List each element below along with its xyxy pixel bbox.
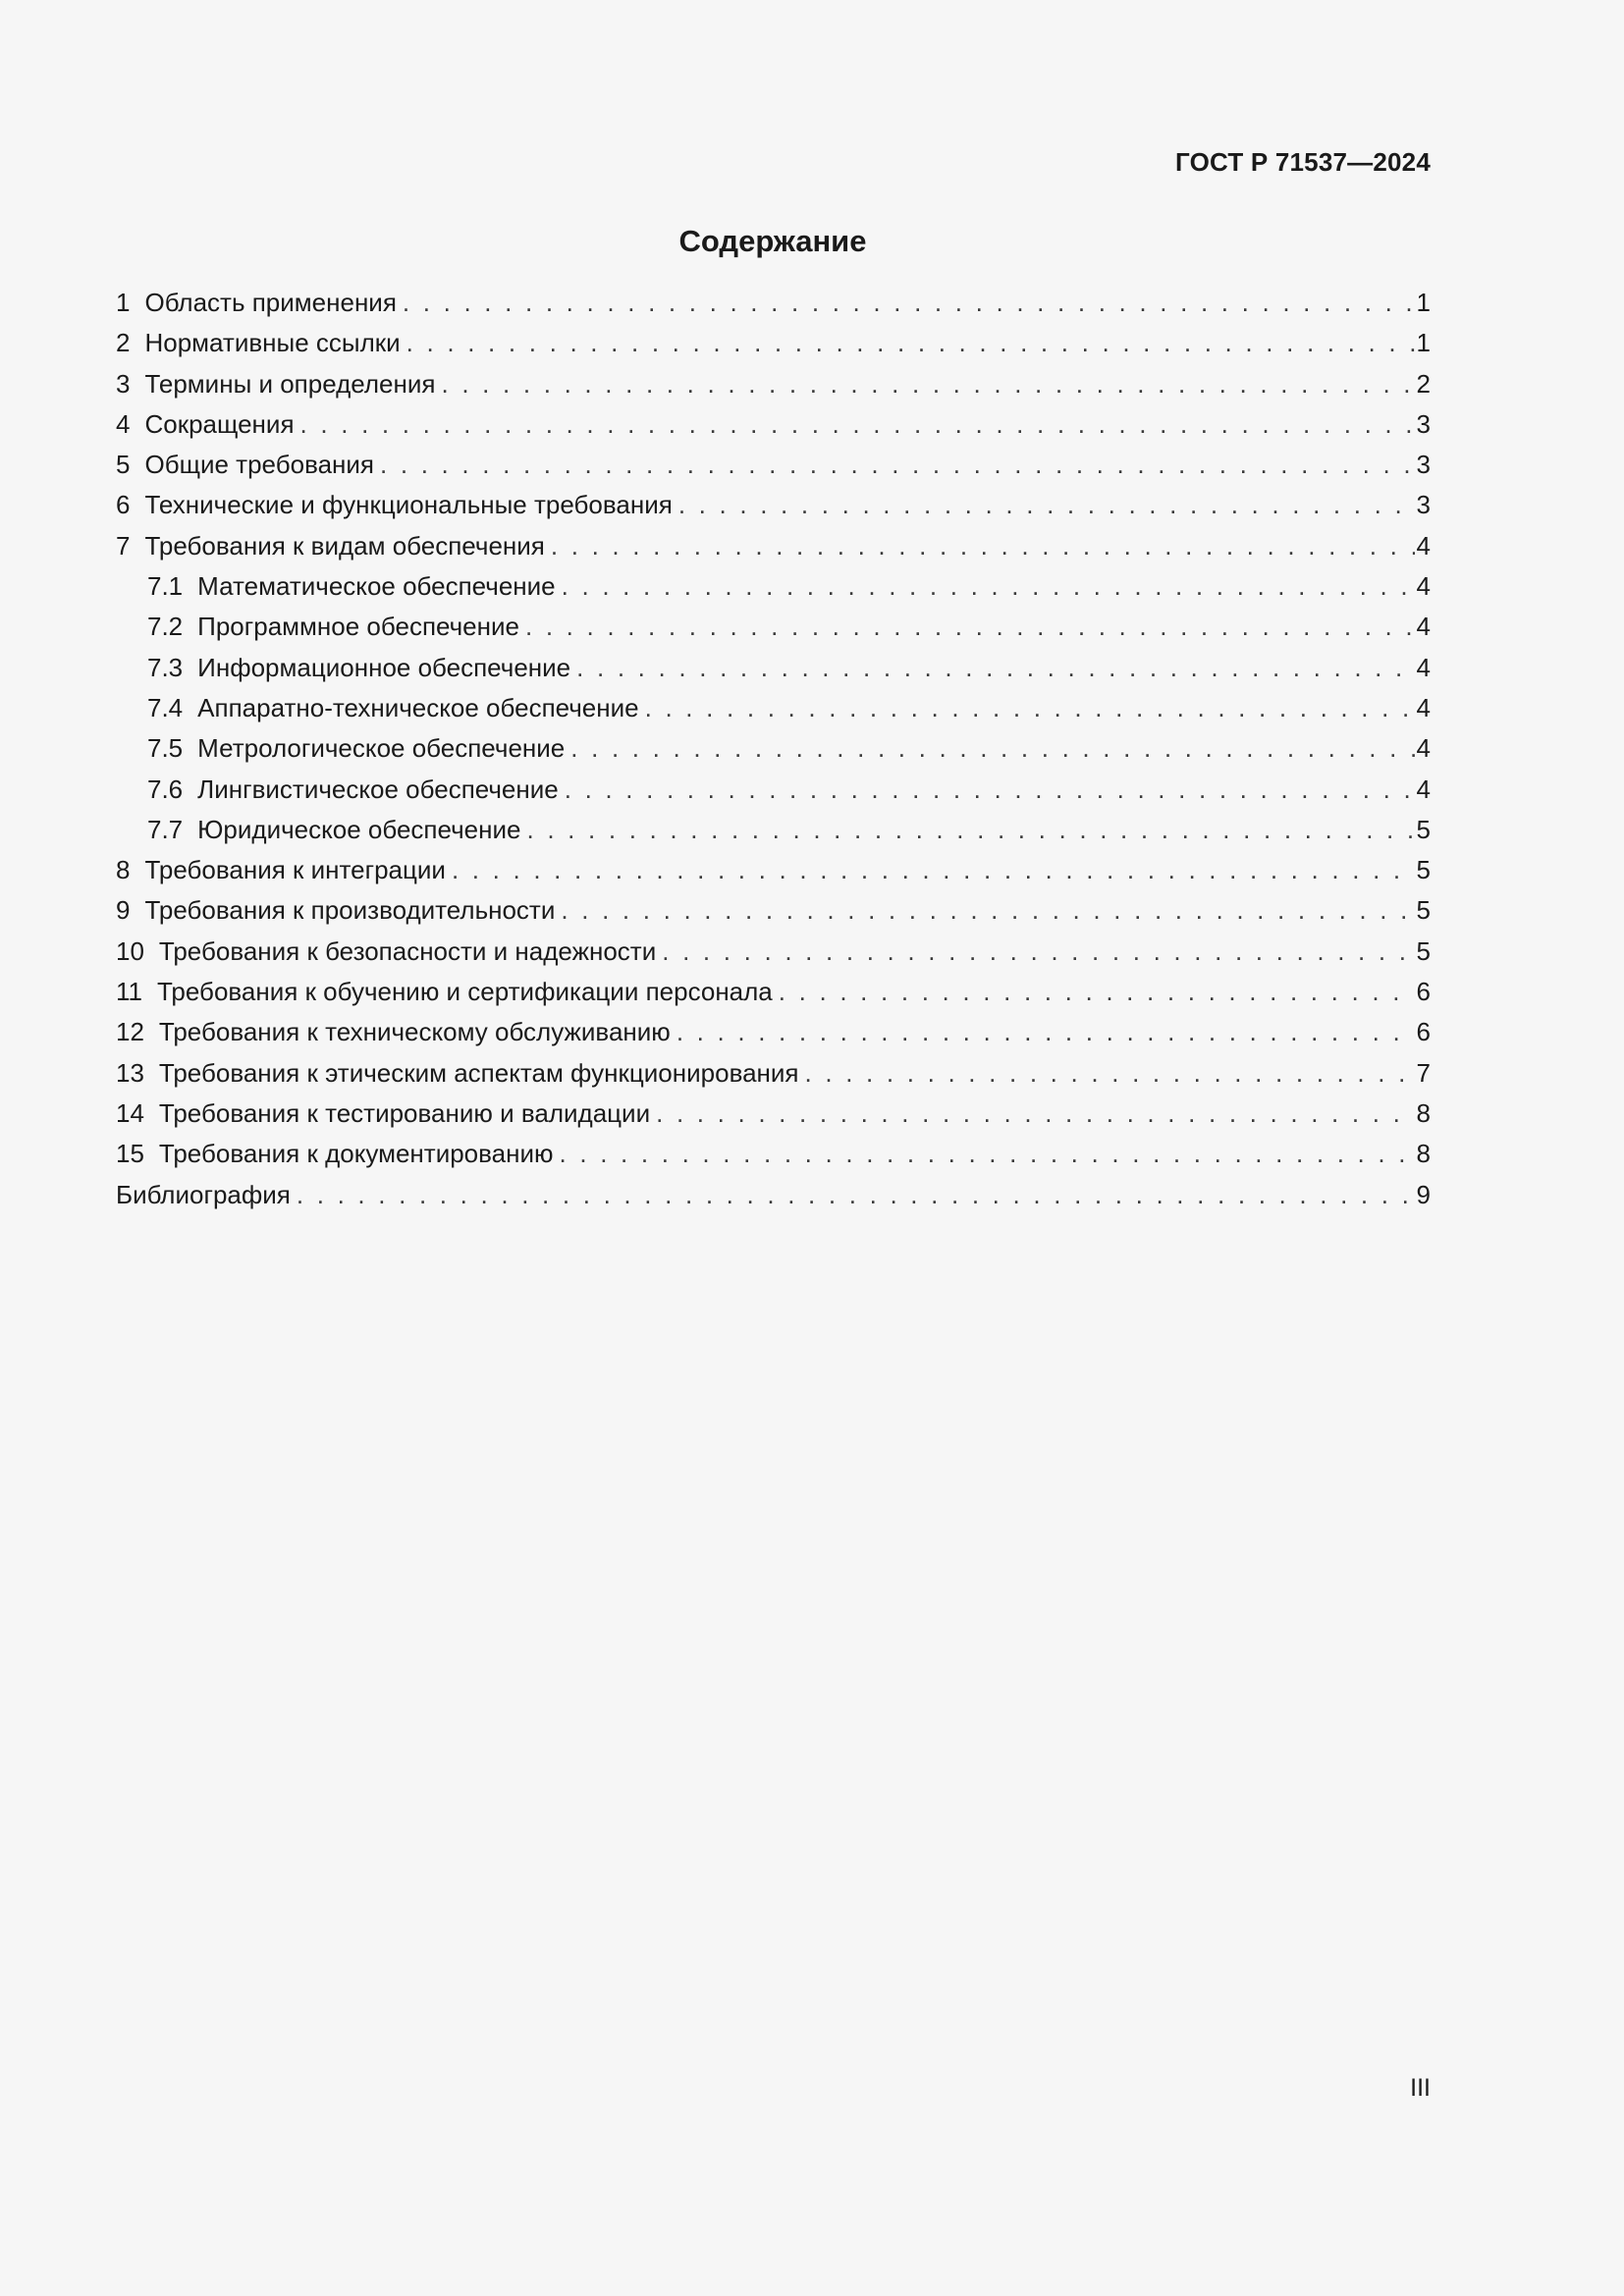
toc-entry-label: Лингвистическое обеспечение [197,774,559,804]
toc-entry-label: Термины и определения [144,368,436,399]
toc-dot-leader [560,1138,1415,1169]
toc-entry-number: 3 [116,368,131,399]
toc-entry-label: Требования к интеграции [144,855,446,885]
toc-entry-label: Область применения [144,288,397,317]
toc-entry-page: 7 [1416,1057,1431,1088]
toc-entry-page: 9 [1416,1179,1431,1209]
table-of-contents [116,287,1431,1219]
toc-entry-label: Математическое обеспечение [197,571,556,602]
toc-subentry[interactable] [116,774,1431,814]
toc-entry[interactable] [116,449,1431,489]
toc-entry[interactable] [116,489,1431,529]
toc-entry[interactable] [116,1138,1431,1178]
toc-entry-number: 7.3 [147,652,184,682]
toc-dot-leader [779,976,1415,1007]
toc-entry-number: 7.6 [147,774,184,804]
toc-entry-number: 7.7 [147,814,184,844]
toc-entry-page: 2 [1416,368,1431,399]
toc-subentry[interactable] [116,732,1431,773]
toc-entry[interactable] [116,1097,1431,1138]
toc-entry-label: Требования к видам обеспечения [144,530,545,561]
toc-entry-label: Требования к этическим аспектам функционирования [158,1057,799,1088]
toc-entry-bibliography[interactable] [116,1179,1431,1219]
toc-entry-number: 4 [116,408,131,439]
toc-dot-leader [662,935,1414,967]
toc-entry-page: 3 [1416,490,1431,520]
toc-entry[interactable] [116,368,1431,408]
toc-entry-label: Требования к обучению и сертификации персонала [157,977,773,1007]
toc-entry-label: Библиография [116,1179,291,1209]
toc-entry-page: 3 [1416,408,1431,439]
toc-entry[interactable] [116,327,1431,367]
toc-entry-label: Юридическое обеспечение [197,814,521,844]
toc-entry-label: Нормативные ссылки [144,328,401,358]
toc-entry-number: 9 [116,895,131,926]
toc-entry[interactable] [116,935,1431,976]
toc-dot-leader [562,570,1415,602]
toc-entry-number: 7 [116,530,131,561]
toc-entry-page: 6 [1416,977,1431,1007]
toc-entry-page: 8 [1416,1097,1431,1128]
toc-dot-leader [656,1097,1414,1129]
toc-entry-number: 15 [116,1139,144,1169]
toc-dot-leader [441,368,1414,400]
toc-entry-page: 6 [1416,1017,1431,1047]
toc-entry-page: 4 [1416,733,1431,764]
toc-dot-leader [403,287,1415,318]
toc-entry-label: Требования к тестированию и валидации [158,1097,651,1128]
toc-dot-leader [452,854,1415,885]
toc-entry-page: 4 [1416,774,1431,804]
toc-entry-number: 10 [116,935,144,966]
toc-entry-number: 5 [116,450,131,480]
toc-entry-number: 6 [116,490,131,520]
toc-entry-number: 14 [116,1097,144,1128]
toc-entry[interactable] [116,1016,1431,1056]
toc-entry-number: 11 [116,977,142,1007]
toc-dot-leader [561,894,1414,926]
toc-entry-number: 13 [116,1057,144,1088]
toc-entry-number: 1 [116,288,131,317]
toc-entry-number: 12 [116,1017,144,1047]
toc-entry-label: Метрологическое обеспечение [197,733,566,764]
toc-subentry[interactable] [116,692,1431,732]
toc-dot-leader [525,611,1415,642]
toc-dot-leader [565,774,1415,805]
toc-entry-label: Требования к техническому обслуживанию [158,1017,671,1047]
toc-entry-label: Технические и функциональные требования [144,490,673,520]
toc-entry-page: 3 [1416,450,1431,480]
toc-entry-label: Требования к документированию [158,1139,554,1169]
toc-entry[interactable] [116,894,1431,934]
toc-entry-label: Сокращения [144,408,295,439]
toc-entry-label: Требования к безопасности и надежности [158,935,657,966]
toc-entry-number: 7.5 [147,733,184,764]
toc-dot-leader [406,327,1415,358]
toc-entry[interactable] [116,530,1431,570]
toc-entry-page: 1 [1416,328,1431,358]
toc-entry-page: 5 [1416,855,1431,885]
toc-dot-leader [645,692,1415,723]
toc-entry-label: Требования к производительности [144,895,556,926]
toc-entry-page: 4 [1416,692,1431,722]
toc-subentry[interactable] [116,611,1431,651]
toc-dot-leader [297,1179,1415,1210]
toc-subentry[interactable] [116,652,1431,692]
toc-dot-leader [805,1057,1415,1089]
toc-entry[interactable] [116,1057,1431,1097]
toc-entry-page: 5 [1416,814,1431,844]
toc-dot-leader [380,449,1415,480]
page-number: III [1410,2074,1431,2102]
toc-entry-number: 2 [116,328,131,358]
toc-entry-number: 7.1 [147,571,184,602]
toc-entry[interactable] [116,287,1431,327]
toc-entry-page: 4 [1416,612,1431,642]
toc-entry-page: 4 [1416,571,1431,602]
toc-entry-page: 4 [1416,530,1431,561]
toc-entry-label: Информационное обеспечение [197,652,571,682]
toc-title: Содержание [678,224,867,258]
toc-dot-leader [576,652,1414,683]
toc-entry-page: 8 [1416,1139,1431,1169]
toc-dot-leader [570,732,1414,764]
toc-entry[interactable] [116,854,1431,894]
toc-entry-number: 8 [116,855,131,885]
toc-dot-leader [678,489,1415,520]
toc-entry-number: 7.4 [147,692,184,722]
toc-dot-leader [551,530,1415,561]
toc-entry-page: 5 [1416,935,1431,966]
toc-entry[interactable] [116,408,1431,449]
toc-dot-leader [300,408,1415,440]
document-code: ГОСТ Р 71537—2024 [1175,147,1431,177]
toc-entry-page: 4 [1416,652,1431,682]
toc-entry-label: Программное обеспечение [197,612,519,642]
toc-dot-leader [526,814,1414,845]
toc-entry-page: 1 [1416,288,1431,317]
toc-subentry[interactable] [116,814,1431,854]
toc-subentry[interactable] [116,570,1431,611]
toc-entry-number: 7.2 [147,612,184,642]
toc-entry-label: Аппаратно-техническое обеспечение [197,692,639,722]
toc-entry-page: 5 [1416,895,1431,926]
toc-entry[interactable] [116,976,1431,1016]
toc-entry-label: Общие требования [144,450,375,480]
toc-dot-leader [677,1016,1415,1047]
